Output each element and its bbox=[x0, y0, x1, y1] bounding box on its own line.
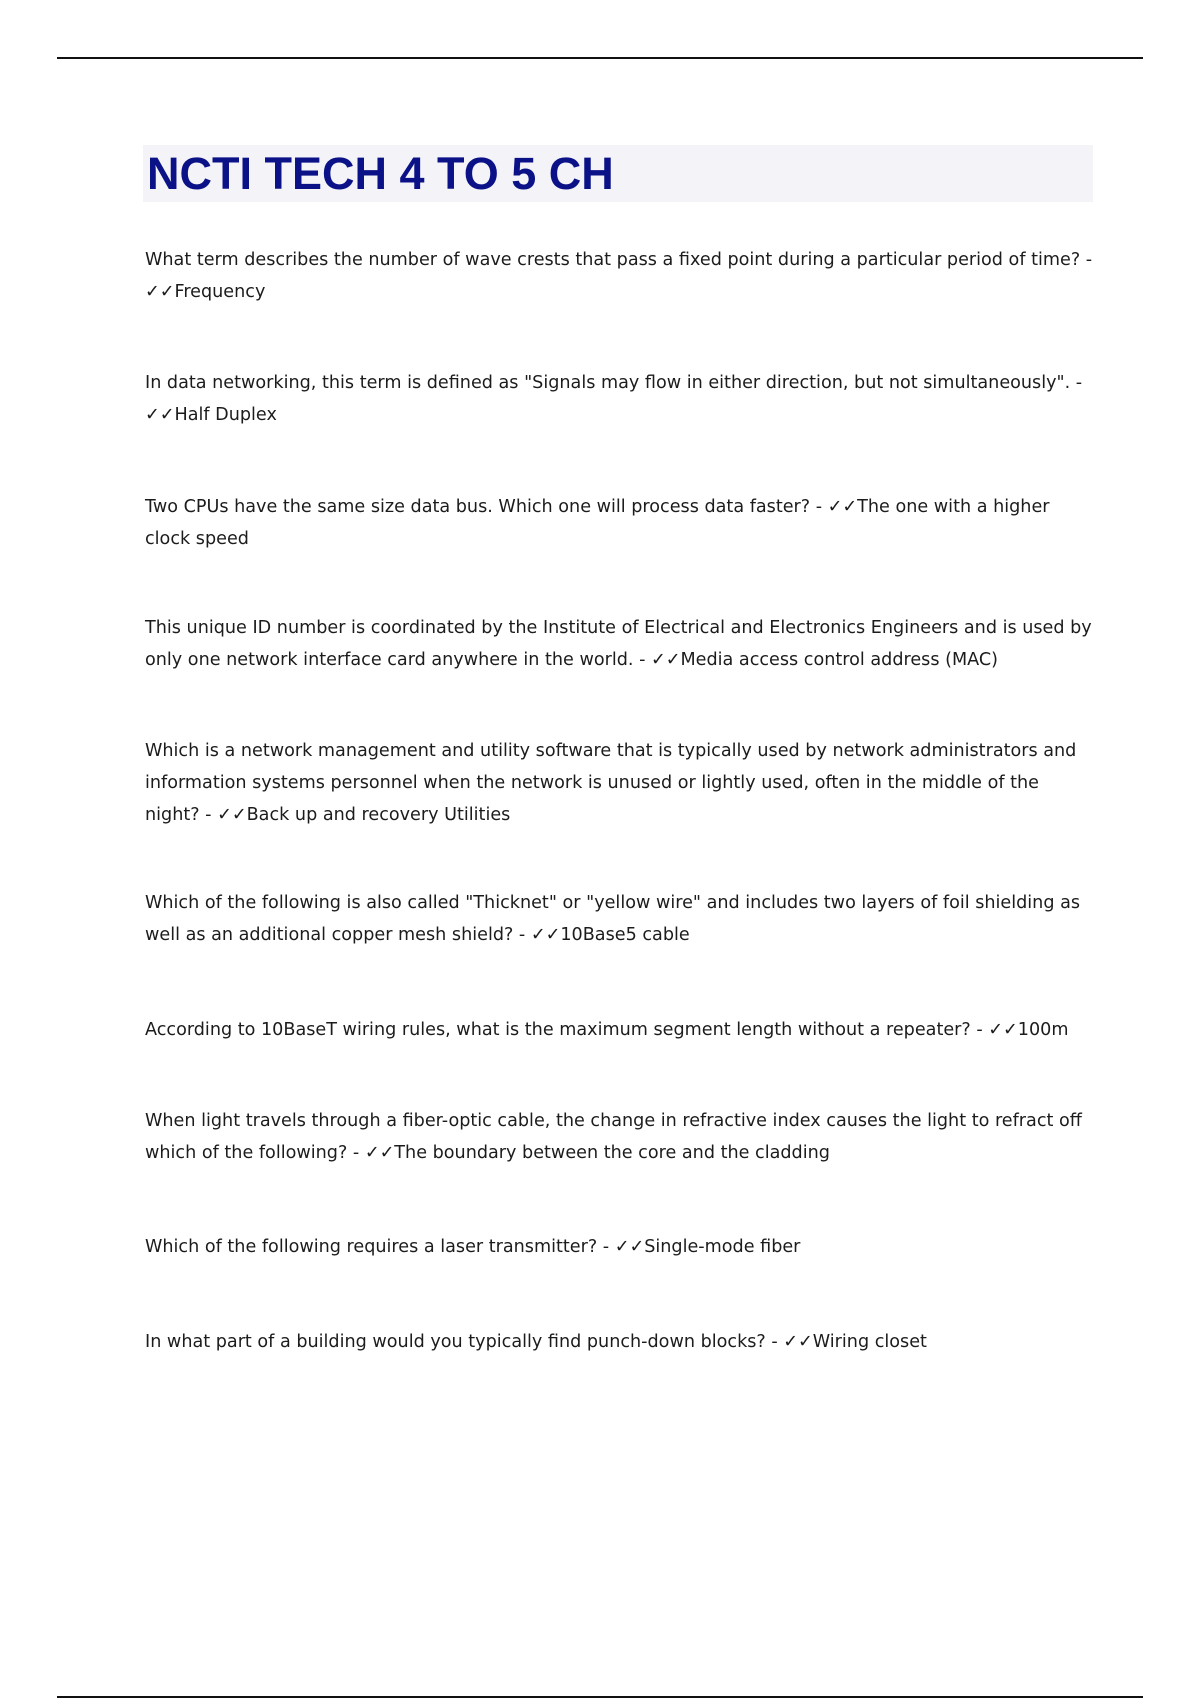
qa-item-10: In what part of a building would you typically find punch-down blocks? - ✓✓Wiring closet bbox=[145, 1332, 927, 1352]
qa-item-7: According to 10BaseT wiring rules, what is the maximum segment length without a repeater? - ✓✓100m bbox=[145, 1020, 1069, 1040]
qa-item-1: What term describes the number of wave crests that pass a fixed point during a particular period of time? - ✓✓Frequency bbox=[145, 250, 1093, 302]
qa-item-5: Which is a network management and utility software that is typically used by network administrators and information systems personnel when the network is unused or lightly used, often in the middle of the night? - ✓✓Back up and recovery Utilities bbox=[145, 741, 1077, 825]
qa-item-9: Which of the following requires a laser transmitter? - ✓✓Single-mode fiber bbox=[145, 1237, 801, 1257]
qa-item-3: Two CPUs have the same size data bus. Which one will process data faster? - ✓✓The one with a higher clock speed bbox=[145, 497, 1050, 549]
document-title: NCTI TECH 4 TO 5 CH bbox=[147, 148, 614, 199]
qa-item-2: In data networking, this term is defined as "Signals may flow in either direction, but not simultaneously". - ✓✓Half Duplex bbox=[145, 373, 1083, 425]
qa-item-8: When light travels through a fiber-optic cable, the change in refractive index causes the light to refract off which of the following? - ✓✓The boundary between the core and the cladding bbox=[145, 1111, 1082, 1163]
qa-item-6: Which of the following is also called "Thicknet" or "yellow wire" and includes two layers of foil shielding as well as an additional copper mesh shield? - ✓✓10Base5 cable bbox=[145, 893, 1081, 945]
qa-item-4: This unique ID number is coordinated by the Institute of Electrical and Electronics Engineers and is used by only one network interface card anywhere in the world. - ✓✓Media access control address (MAC) bbox=[145, 618, 1092, 670]
header-rule bbox=[57, 57, 1143, 59]
footer-rule bbox=[57, 1696, 1143, 1698]
